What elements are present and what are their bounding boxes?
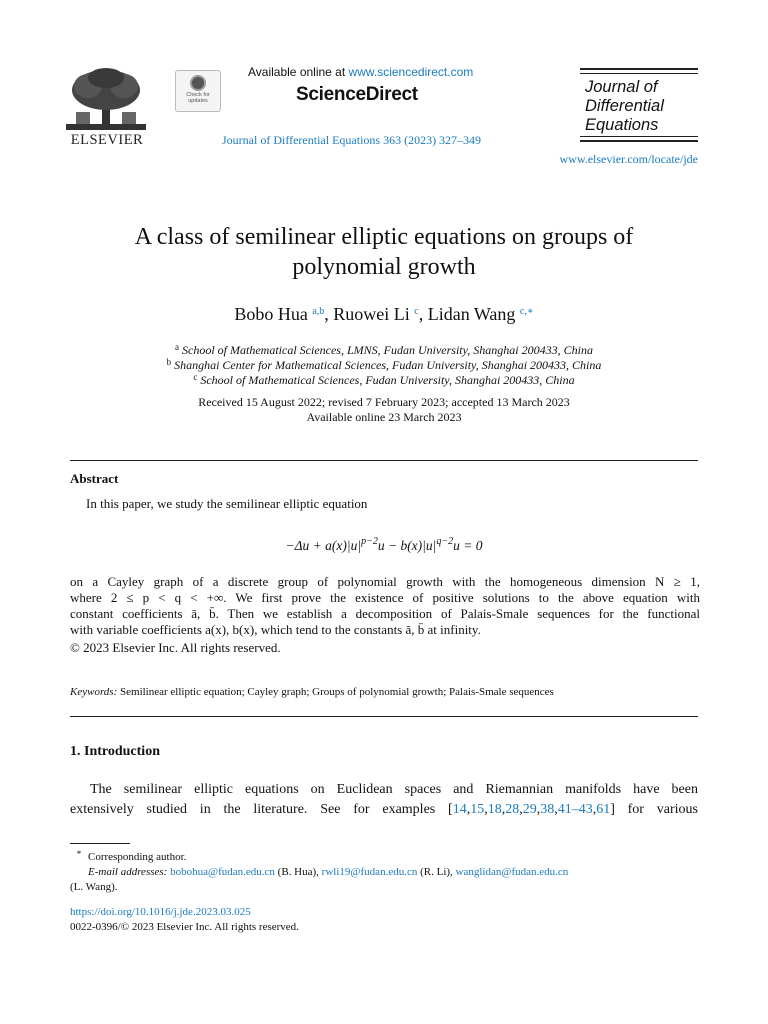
citation-link[interactable]: 38 bbox=[540, 802, 555, 817]
footnote-divider bbox=[70, 843, 130, 844]
affiliation-text: School of Mathematical Sciences, LMNS, Fudan University, Shanghai 200433, China bbox=[182, 343, 593, 357]
author-name: Lidan Wang bbox=[427, 304, 516, 324]
citation-link[interactable]: 28 bbox=[505, 802, 520, 817]
abstract-heading: Abstract bbox=[70, 471, 119, 486]
affiliation-mark: a bbox=[175, 342, 180, 352]
sciencedirect-wordmark: ScienceDirect bbox=[296, 84, 418, 105]
received-dates: Received 15 August 2022; revised 7 February 2023; accepted 13 March 2023 bbox=[198, 395, 570, 409]
intro-paragraph bbox=[70, 780, 698, 820]
available-online bbox=[248, 65, 473, 79]
doi-link[interactable]: https://doi.org/10.1016/j.jde.2023.03.025 bbox=[70, 906, 251, 918]
keywords bbox=[70, 686, 554, 698]
journal-reference-link[interactable]: Journal of Differential Equations 363 (2023) 327–349 bbox=[222, 133, 482, 147]
equation-part: u = 0 bbox=[453, 538, 483, 553]
affiliation-mark: b bbox=[166, 357, 172, 367]
affiliation bbox=[40, 373, 728, 388]
footnote-text: Corresponding author. bbox=[88, 851, 187, 863]
email-link[interactable]: bobohua@fudan.edu.cn bbox=[170, 866, 275, 878]
issn-copyright: 0022-0396/© 2023 Elsevier Inc. All rights reserved. bbox=[70, 921, 299, 933]
journal-title-line: Differential bbox=[585, 97, 664, 115]
affiliation-text: School of Mathematical Sciences, Fudan University, Shanghai 200433, China bbox=[200, 373, 575, 387]
equation-part: −Δu + a(x)|u| bbox=[285, 538, 362, 553]
divider bbox=[580, 136, 698, 137]
available-online-date: Available online 23 March 2023 bbox=[306, 410, 462, 424]
footnotes bbox=[70, 847, 698, 895]
citation-link[interactable]: 18 bbox=[487, 802, 502, 817]
bookmark-icon bbox=[190, 75, 206, 91]
sciencedirect-link[interactable]: www.sciencedirect.com bbox=[348, 65, 474, 79]
section-heading: 1. Introduction bbox=[70, 744, 160, 759]
author-affiliation-mark[interactable]: a,b bbox=[312, 306, 325, 317]
email-addresses bbox=[70, 865, 698, 880]
journal-title-line: Equations bbox=[585, 116, 659, 134]
corresponding-author-note bbox=[70, 847, 698, 865]
affiliations bbox=[40, 343, 728, 388]
article-title-line: polynomial growth bbox=[292, 254, 476, 280]
affiliation bbox=[40, 343, 728, 358]
equation-exponent: q−2 bbox=[436, 536, 454, 547]
article-title bbox=[40, 222, 728, 282]
journal-title-box bbox=[580, 68, 698, 142]
affiliation-text: Shanghai Center for Mathematical Sciences, Fudan University, Shanghai 200433, China bbox=[174, 358, 602, 372]
journal-homepage-link[interactable]: www.elsevier.com/locate/jde bbox=[559, 152, 698, 166]
display-equation bbox=[70, 538, 698, 554]
keywords-label: Keywords: bbox=[70, 686, 118, 698]
email-link[interactable]: rwli19@fudan.edu.cn bbox=[321, 866, 418, 878]
citation-link[interactable]: 41–43 bbox=[557, 802, 593, 817]
footnote-mark: * bbox=[76, 849, 82, 859]
abstract-intro: In this paper, we study the semilinear elliptic equation bbox=[86, 496, 368, 511]
divider bbox=[70, 460, 698, 461]
journal-title-line: Journal of bbox=[585, 78, 658, 96]
author-separator: , bbox=[418, 304, 428, 324]
citation-link[interactable]: 29 bbox=[522, 802, 537, 817]
author-affiliation-mark[interactable]: c,∗ bbox=[519, 306, 534, 317]
email-link[interactable]: wanglidan@fudan.edu.cn bbox=[455, 866, 569, 878]
elsevier-tree-icon bbox=[66, 66, 146, 130]
email-owner: (B. Hua), bbox=[277, 866, 319, 878]
author-affiliation-mark[interactable]: c bbox=[414, 306, 419, 317]
author-separator: , bbox=[324, 304, 334, 324]
email-owner: (R. Li), bbox=[420, 866, 453, 878]
publisher-name: ELSEVIER bbox=[70, 132, 144, 148]
email-label: E-mail addresses: bbox=[88, 866, 168, 878]
keywords-text: Semilinear elliptic equation; Cayley graph; Groups of polynomial growth; Palais-Smale sequences bbox=[120, 686, 554, 698]
article-title-line: A class of semilinear elliptic equations on groups of bbox=[134, 224, 634, 250]
abstract-copyright: © 2023 Elsevier Inc. All rights reserved. bbox=[70, 640, 281, 655]
abstract-line: constant coefficients ā, b̄. Then we establish a decomposition of Palais-Smale sequences for the functional bbox=[70, 606, 700, 621]
equation-part: u − b(x)|u| bbox=[377, 538, 437, 553]
check-updates-label: Check for updates bbox=[186, 92, 210, 104]
available-online-prefix: Available online at bbox=[248, 65, 346, 79]
journal-title bbox=[585, 78, 664, 135]
citation-link[interactable]: 14 bbox=[452, 802, 467, 817]
abstract-line: with variable coefficients a(x), b(x), which tend to the constants ā, b̄ at infinity. bbox=[70, 622, 481, 637]
article-history bbox=[40, 395, 728, 425]
abstract-line: on a Cayley graph of a discrete group of polynomial growth with the homogeneous dimension N ≥ 1, bbox=[70, 574, 700, 589]
affiliation-mark: c bbox=[193, 372, 198, 382]
citation-link[interactable]: 61 bbox=[596, 802, 611, 817]
paragraph-text: ] for various bbox=[610, 802, 698, 817]
abstract-body bbox=[70, 574, 700, 638]
paragraph-line: extensively studied in the literature. See for examples [14,15,18,28,29,38,41–43,61] for various bbox=[70, 802, 698, 817]
divider bbox=[580, 73, 698, 74]
affiliation bbox=[40, 358, 728, 373]
divider bbox=[70, 716, 698, 717]
paragraph-text: extensively studied in the literature. See for examples [ bbox=[70, 802, 453, 817]
author-list bbox=[40, 304, 728, 325]
check-for-updates-badge[interactable] bbox=[175, 70, 221, 112]
author-name: Bobo Hua bbox=[234, 304, 308, 324]
citation-link[interactable]: 15 bbox=[470, 802, 485, 817]
paragraph-line: The semilinear elliptic equations on Euclidean spaces and Riemannian manifolds have been bbox=[90, 782, 698, 797]
email-owner-last: (L. Wang). bbox=[70, 881, 118, 893]
elsevier-logo bbox=[66, 66, 148, 148]
abstract-line: where 2 ≤ p < q < +∞. We first prove the existence of positive solutions to the above equation with bbox=[70, 590, 700, 605]
equation-exponent: p−2 bbox=[361, 536, 378, 547]
author-name: Ruowei Li bbox=[333, 304, 410, 324]
